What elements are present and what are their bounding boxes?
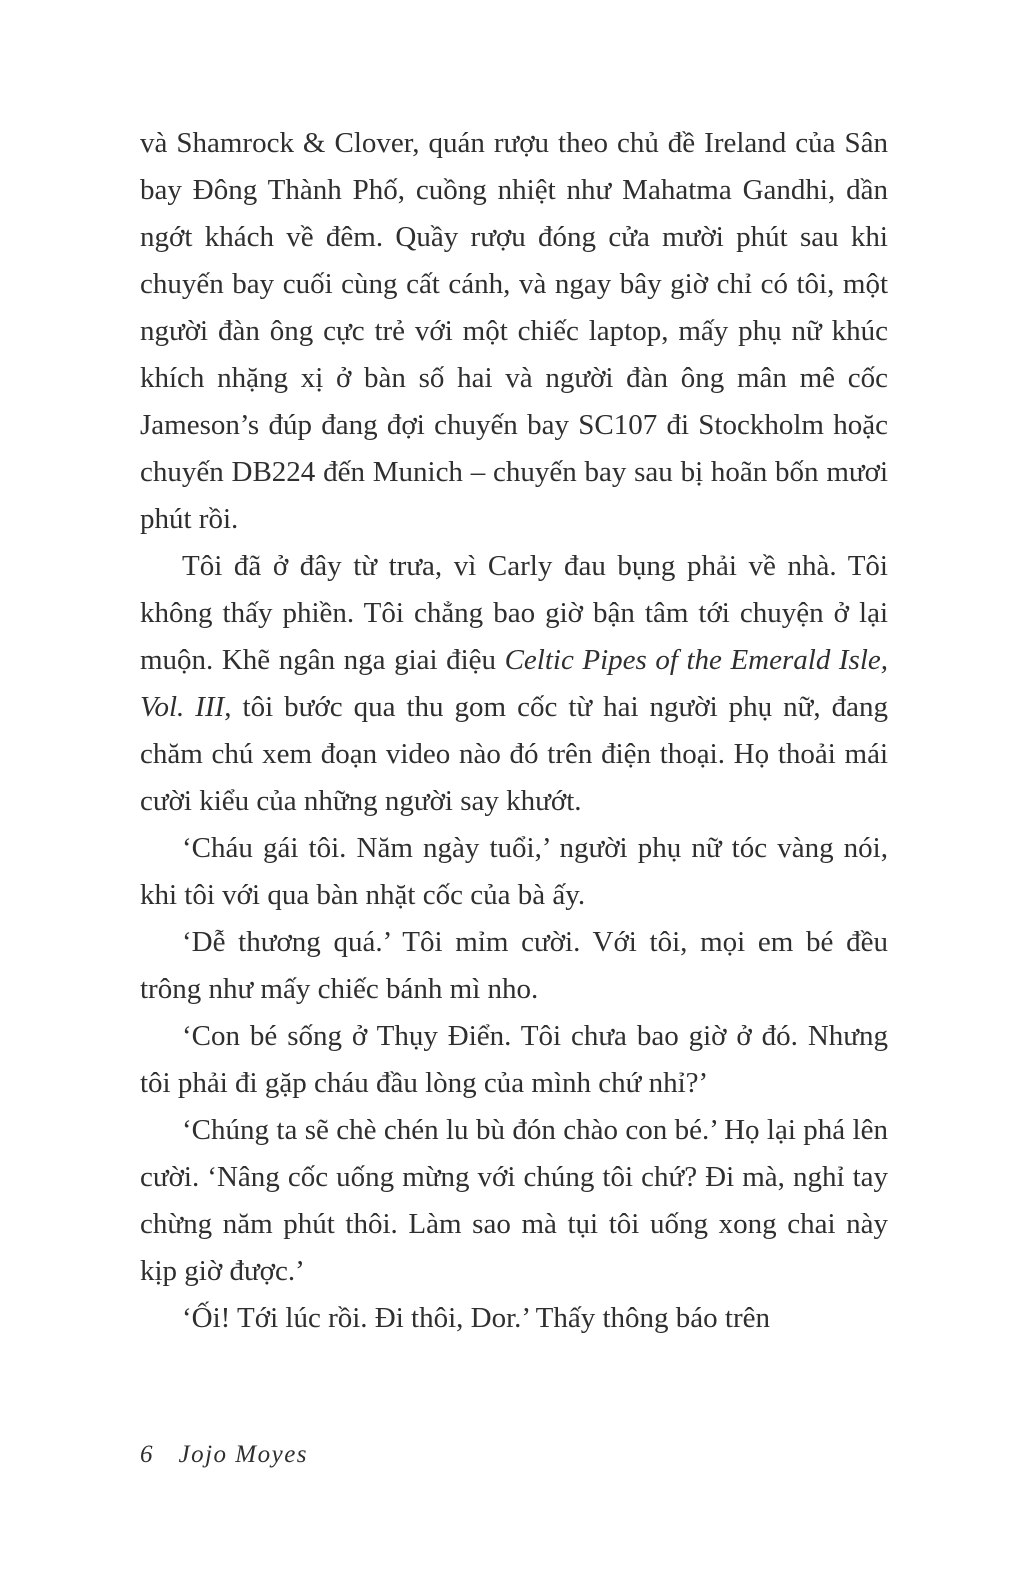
body-text: ‘Con bé sống ở Thụy Điển. Tôi chưa bao giờ ở đó. Nhưng tôi phải đi gặp cháu đầu lòng của mình chứ nhỉ?’ <box>140 1020 888 1099</box>
paragraph <box>140 120 888 543</box>
text-block <box>140 120 888 1342</box>
body-text: Tôi đã ở đây từ trưa, vì Carly đau bụng phải về nhà. Tôi không thấy phiền. Tôi chẳng bao giờ bận tâm tới chuyện ở lại muộn. Khẽ ngân nga giai điệu <box>140 550 888 676</box>
page-number: 6 <box>140 1441 153 1468</box>
paragraph <box>140 919 888 1013</box>
author-name: Jojo Moyes <box>178 1441 309 1468</box>
body-text: ‘Ối! Tới lúc rồi. Đi thôi, Dor.’ Thấy thông báo trên <box>182 1302 770 1334</box>
page-footer <box>140 1440 308 1470</box>
paragraph <box>140 543 888 825</box>
body-text: ‘Cháu gái tôi. Năm ngày tuổi,’ người phụ nữ tóc vàng nói, khi tôi với qua bàn nhặt cốc của bà ấy. <box>140 832 888 911</box>
paragraph <box>140 1013 888 1107</box>
italic-text: Celtic Pipes of the Emerald Isle, Vol. III <box>140 644 888 723</box>
body-text: và Shamrock & Clover, quán rượu theo chủ đề Ireland của Sân bay Đông Thành Phố, cuồng nhiệt như Mahatma Gandhi, dần ngớt khách về đêm. Quầy rượu đóng cửa mười phút sau khi chuyến bay cuối cùng cất cánh, và ngay bây giờ chỉ có tôi, một người đàn ông cực trẻ với một chiếc laptop, mấy phụ nữ khúc khích nhặng xị ở bàn số hai và người đàn ông mân mê cốc Jameson’s đúp đang đợi chuyến bay SC107 đi Stockholm hoặc chuyến DB224 đến Munich – chuyến bay sau bị hoãn bốn mươi phút rồi. <box>140 127 888 535</box>
body-text: ‘Dễ thương quá.’ Tôi mỉm cười. Với tôi, mọi em bé đều trông như mấy chiếc bánh mì nho. <box>140 926 888 1005</box>
paragraph <box>140 825 888 919</box>
paragraph <box>140 1107 888 1295</box>
body-text: , tôi bước qua thu gom cốc từ hai người phụ nữ, đang chăm chú xem đoạn video nào đó trên điện thoại. Họ thoải mái cười kiểu của những người say khướt. <box>140 691 889 817</box>
paragraph <box>140 1295 888 1342</box>
body-text: ‘Chúng ta sẽ chè chén lu bù đón chào con bé.’ Họ lại phá lên cười. ‘Nâng cốc uống mừng với chúng tôi chứ? Đi mà, nghỉ tay chừng năm phút thôi. Làm sao mà tụi tôi uống xong chai này kịp giờ được.’ <box>140 1114 888 1287</box>
